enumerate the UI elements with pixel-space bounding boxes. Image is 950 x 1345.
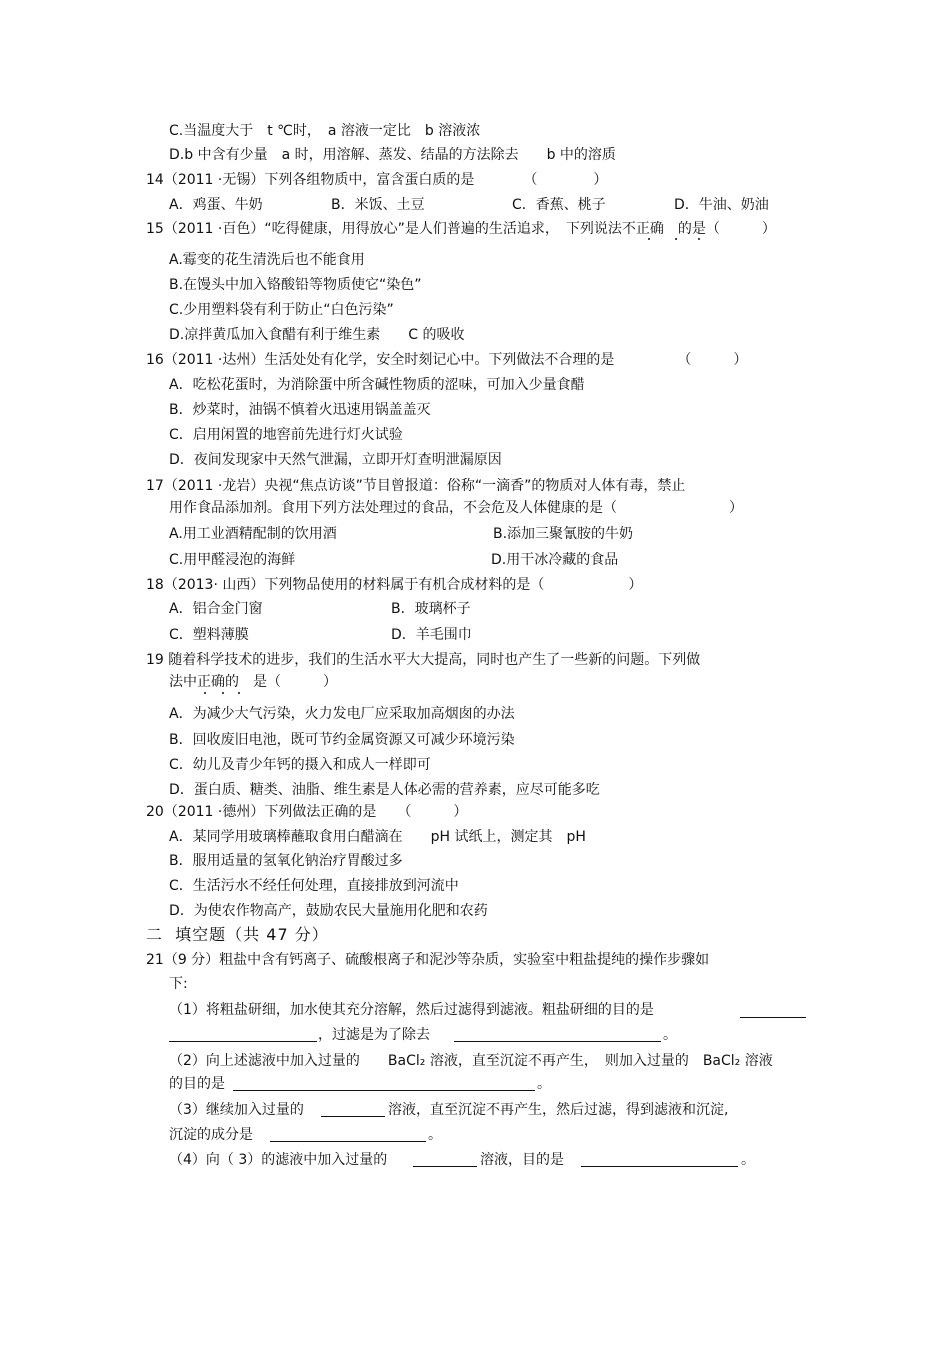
q16-option-a: A．吃松花蛋时，为消除蛋中所含碱性物质的涩味，可加入少量食醋 <box>169 377 585 393</box>
q18-option-c: C．塑料薄膜 <box>169 627 249 643</box>
q18-option-a: A．铝合金门窗 <box>169 601 263 617</box>
q15-option-d: D.凉拌黄瓜加入食醋有利于维生素 C 的吸收 <box>169 327 465 343</box>
emphasis-dot <box>222 692 224 694</box>
answer-blank[interactable] <box>454 1041 661 1042</box>
q18-option-d: D．羊毛围巾 <box>391 627 472 643</box>
q14-option-c: C．香蕉、桃子 <box>512 197 606 213</box>
q17-stem-line1: 17（2011 ·龙岩）央视“焦点访谈”节目曾报道：俗称“一滴香”的物质对人体有毒，禁止 <box>146 478 686 494</box>
q14-option-a: A．鸡蛋、牛奶 <box>169 197 263 213</box>
q16-stem: 16（2011 ·达州）生活处处有化学，安全时刻记心中。下列做法不合理的是 （ ） <box>146 352 748 368</box>
q14-option-d: D．牛油、奶油 <box>674 197 769 213</box>
answer-blank[interactable] <box>270 1141 426 1142</box>
q13-option-c: C.当温度大于 t ℃时， a 溶液一定比 b 溶液浓 <box>169 123 481 139</box>
q17-option-a: A.用工业酒精配制的饮用酒 <box>169 526 337 542</box>
q15-option-a: A.霉变的花生清洗后也不能食用 <box>169 252 365 268</box>
q21-part3-text: （3）继续加入过量的 <box>169 1102 304 1118</box>
q13-option-d: D.b 中含有少量 a 时，用溶解、蒸发、结晶的方法除去 b 中的溶质 <box>169 147 616 163</box>
q15-option-b: B.在馒头中加入铬酸铅等物质使它“染色” <box>169 277 422 293</box>
q20-option-b: B．服用适量的氢氧化钠治疗胃酸过多 <box>169 853 403 869</box>
q20-option-c: C．生活污水不经任何处理，直接排放到河流中 <box>169 878 459 894</box>
q21-part1-end: 。 <box>663 1027 677 1043</box>
q14-option-b: B．米饭、土豆 <box>331 197 425 213</box>
q14-stem: 14（2011 ·无锡）下列各组物质中，富含蛋白质的是 （ ） <box>146 172 608 188</box>
answer-blank[interactable] <box>233 1090 535 1091</box>
q20-option-d: D．为使农作物高产，鼓励农民大量施用化肥和农药 <box>169 903 488 919</box>
emphasis-dot <box>204 692 206 694</box>
section-heading: 二 填空题（共 47 分） <box>146 925 329 944</box>
answer-blank[interactable] <box>321 1116 385 1117</box>
q21-part4-text2: 溶液，目的是 <box>480 1152 564 1168</box>
q21-part1-text2: ，过滤是为了除去 <box>318 1027 430 1043</box>
q15-option-c: C.少用塑料袋有利于防止“白色污染” <box>169 302 394 318</box>
answer-blank[interactable] <box>413 1166 477 1167</box>
q21-stem-line1: 21（9 分）粗盐中含有钙离子、硫酸根离子和泥沙等杂质，实验室中粗盐提纯的操作步骤如 <box>146 952 710 968</box>
answer-blank[interactable] <box>740 1017 806 1018</box>
q18-stem: 18（2013· 山西）下列物品使用的材料属于有机合成材料的是（ ） <box>146 577 643 593</box>
q21-part3-end: 。 <box>428 1127 442 1143</box>
emphasis-dot <box>698 238 700 240</box>
q17-option-c: C.用甲醛浸泡的海鲜 <box>169 552 296 568</box>
q19-option-b: B．回收废旧电池，既可节约金属资源又可减少环境污染 <box>169 732 515 748</box>
q16-option-d: D．夜间发现家中天然气泄漏，立即开灯查明泄漏原因 <box>169 452 502 468</box>
q21-part2-end: 。 <box>537 1076 551 1092</box>
emphasis-dot <box>238 692 240 694</box>
q18-option-b: B．玻璃杯子 <box>391 601 471 617</box>
emphasis-dot <box>675 238 677 240</box>
q19-option-d: D．蛋白质、糖类、油脂、维生素是人体必需的营养素，应尽可能多吃 <box>169 782 600 798</box>
q19-option-c: C．幼儿及青少年钙的摄入和成人一样即可 <box>169 757 431 773</box>
q19-option-a: A．为减少大气污染，火力发电厂应采取加高烟囱的办法 <box>169 706 515 722</box>
q21-part2-text2: 的目的是 <box>169 1076 225 1092</box>
q17-stem-line2: 用作食品添加剂。食用下列方法处理过的食品，不会危及人体健康的是（ ） <box>169 500 743 516</box>
q21-part3-text2: 溶液，直至沉淀不再产生，然后过滤，得到滤液和沉淀, <box>388 1102 729 1118</box>
q20-stem: 20（2011 ·德州）下列做法正确的是 （ ） <box>146 804 468 820</box>
answer-blank[interactable] <box>169 1041 317 1042</box>
q21-part4-text: （4）向（ 3）的滤液中加入过量的 <box>169 1152 388 1168</box>
emphasis-dot <box>648 238 650 240</box>
q16-option-c: C．启用闲置的地窖前先进行灯火试验 <box>169 427 403 443</box>
q17-option-d: D.用干冰冷藏的食品 <box>491 552 619 568</box>
q17-option-b: B.添加三聚氰胺的牛奶 <box>493 526 634 542</box>
q16-option-b: B．炒菜时，油锅不慎着火迅速用锅盖盖灭 <box>169 402 431 418</box>
q19-stem-line1: 19 随着科学技术的进步，我们的生活水平大大提高，同时也产生了一些新的问题。下列做 <box>146 652 701 668</box>
q21-stem-line2: 下: <box>169 976 188 992</box>
q20-option-a: A．某同学用玻璃棒蘸取食用白醋滴在 pH 试纸上，测定其 pH <box>169 829 586 845</box>
answer-blank[interactable] <box>581 1166 738 1167</box>
q21-part1-text: （1）将粗盐研细，加水使其充分溶解，然后过滤得到滤液。粗盐研细的目的是 <box>169 1002 654 1018</box>
q19-stem-line2: 法中正确的 是（ ） <box>169 674 337 690</box>
q21-part4-end: 。 <box>741 1152 755 1168</box>
q15-stem: 15（2011 ·百色）“吃得健康，用得放心”是人们普遍的生活追求， 下列说法不正确 的是（ ） <box>146 221 776 237</box>
q21-part3-text3: 沉淀的成分是 <box>169 1127 253 1143</box>
q21-part2-text: （2）向上述滤液中加入过量的 BaCl₂ 溶液，直至沉淀不再产生， 则加入过量的 BaCl₂ 溶液 <box>169 1053 773 1069</box>
